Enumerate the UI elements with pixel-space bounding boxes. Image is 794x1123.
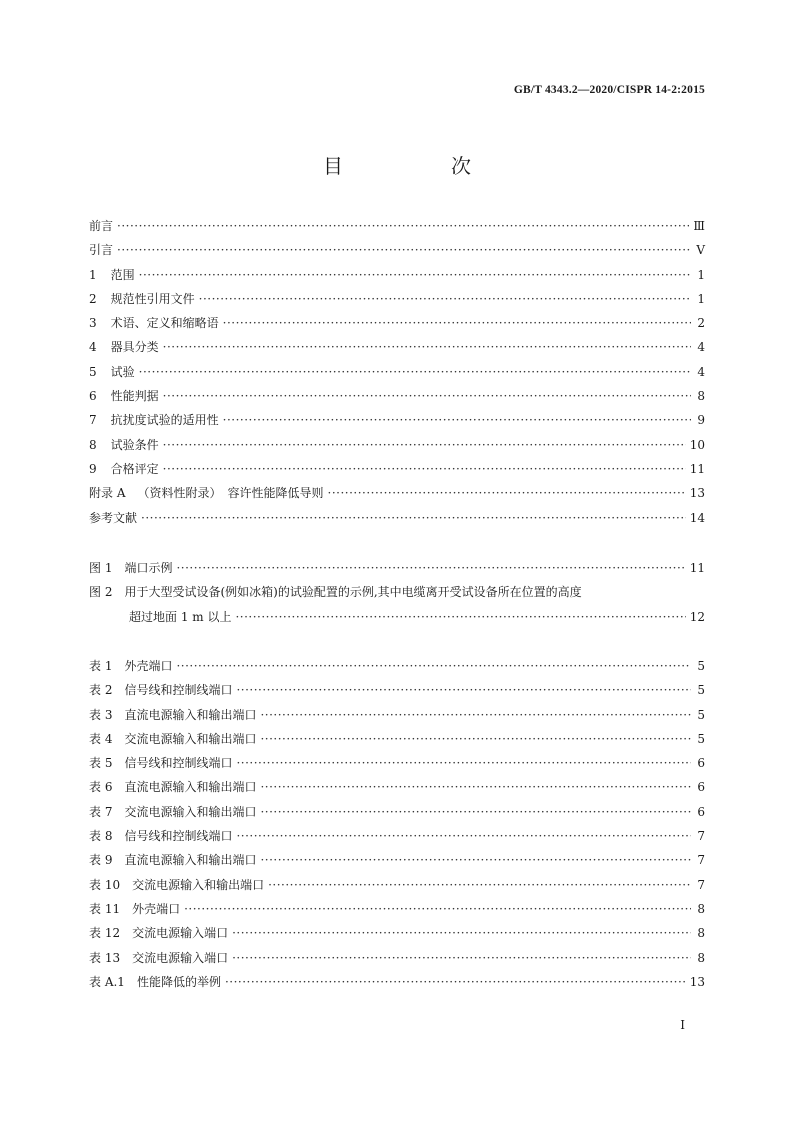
leader-dots: [163, 457, 686, 481]
table-entry[interactable]: [89, 921, 705, 945]
page-number-footer: Ⅰ: [680, 1018, 685, 1032]
entry-label: 器具分类: [110, 340, 159, 355]
entry-number: 表 9: [89, 853, 113, 868]
toc-tables-section: [89, 654, 705, 994]
entry-number: 表 6: [89, 780, 113, 795]
entry-number: 图 1: [89, 561, 113, 575]
leader-dots: [232, 946, 691, 970]
entry-number: 表 3: [89, 707, 113, 722]
entry-number: 表 A.1: [89, 974, 125, 989]
leader-dots: [139, 263, 691, 287]
leader-dots: [163, 384, 691, 408]
table-entry[interactable]: [89, 678, 705, 702]
leader-dots: [225, 970, 686, 994]
entry-number: 表 2: [89, 683, 113, 698]
entry-label: 信号线和控制线端口: [124, 683, 233, 698]
entry-number: 6: [89, 389, 97, 404]
entry-number: 表 13: [89, 950, 121, 965]
entry-number: 表 8: [89, 829, 113, 844]
leader-dots: [184, 897, 691, 921]
figure-entry[interactable]: [89, 556, 705, 580]
entry-page-number: 4: [697, 364, 705, 379]
table-entry[interactable]: [89, 727, 705, 751]
leader-dots: [141, 506, 686, 530]
entry-label: 术语、定义和缩略语: [110, 316, 219, 331]
entry-label: 前言: [89, 219, 114, 233]
entry-number: 表 4: [89, 731, 113, 746]
toc-figures-section: [89, 556, 705, 629]
entry-page-number: 10: [689, 437, 705, 452]
entry-page-number: 2: [697, 316, 705, 331]
toc-entry[interactable]: [89, 506, 705, 530]
entry-page-number: 6: [697, 756, 705, 771]
entry-label: 用于大型受试设备(例如冰箱)的试验配置的示例,其中电缆离开受试设备所在位置的高度: [124, 585, 582, 600]
entry-page-number: 8: [697, 901, 705, 916]
leader-dots: [117, 238, 691, 262]
entry-page-number: 11: [689, 561, 705, 575]
toc-entry[interactable]: [89, 408, 705, 432]
entry-label: 直流电源输入和输出端口: [124, 853, 257, 868]
entry-page-number: 7: [697, 829, 705, 844]
entry-label: 外壳端口: [132, 901, 181, 916]
entry-page-number: 6: [697, 804, 705, 819]
table-entry[interactable]: [89, 897, 705, 921]
entry-number: 4: [89, 340, 97, 355]
entry-label: 性能判据: [110, 389, 159, 404]
entry-page-number: 5: [697, 731, 705, 746]
entry-number: 附录 A: [89, 486, 126, 501]
entry-label: 外壳端口: [124, 659, 173, 673]
leader-dots: [223, 408, 691, 432]
entry-number: 表 11: [89, 901, 121, 916]
entry-label: 抗扰度试验的适用性: [110, 413, 219, 428]
entry-page-number: 8: [697, 389, 705, 404]
entry-page-number: 1: [697, 267, 705, 282]
entry-number: 8: [89, 437, 97, 452]
leader-dots: [236, 678, 691, 702]
toc-entry[interactable]: [89, 384, 705, 408]
entry-page-number: 13: [689, 486, 705, 501]
table-entry[interactable]: [89, 824, 705, 848]
entry-label: 范围: [110, 267, 135, 282]
entry-page-number: 13: [689, 974, 705, 989]
leader-dots: [260, 848, 691, 872]
leader-dots: [268, 873, 691, 897]
toc-entry[interactable]: [89, 263, 705, 287]
leader-dots: [235, 605, 685, 629]
toc-entry[interactable]: [89, 238, 705, 262]
table-entry[interactable]: [89, 848, 705, 872]
toc-entry[interactable]: [89, 457, 705, 481]
entry-number: 图 2: [89, 585, 113, 600]
entry-page-number: 12: [689, 609, 705, 624]
leader-dots: [236, 751, 691, 775]
leader-dots: [260, 775, 691, 799]
page-title: 目 次: [323, 154, 515, 178]
entry-page-number: Ⅴ: [696, 243, 705, 258]
entry-number: 表 10: [89, 877, 121, 892]
entry-label: 合格评定: [110, 461, 159, 476]
entry-page-number: 14: [689, 510, 705, 525]
entry-page-number: 1: [697, 291, 705, 306]
entry-page-number: 7: [697, 853, 705, 868]
entry-number: 2: [89, 291, 97, 306]
entry-label: 试验: [110, 364, 135, 379]
table-entry[interactable]: [89, 873, 705, 897]
leader-dots: [232, 921, 691, 945]
table-entry[interactable]: [89, 703, 705, 727]
entry-label: 端口示例: [124, 561, 173, 575]
table-entry[interactable]: [89, 970, 705, 994]
entry-label: 交流电源输入端口: [132, 950, 229, 965]
entry-number: 9: [89, 461, 97, 476]
toc-entry[interactable]: [89, 287, 705, 311]
table-entry[interactable]: [89, 946, 705, 970]
table-entry[interactable]: [89, 751, 705, 775]
entry-page-number: 6: [697, 780, 705, 795]
entry-page-number: Ⅲ: [693, 219, 705, 233]
leader-dots: [176, 556, 685, 580]
entry-page-number: 5: [697, 659, 705, 673]
entry-label: （资料性附录） 容许性能降低导则: [137, 486, 324, 501]
leader-dots: [260, 703, 691, 727]
toc-entry[interactable]: [89, 360, 705, 384]
entry-number: 3: [89, 316, 97, 331]
entry-page-number: 7: [697, 877, 705, 892]
entry-label: 试验条件: [110, 437, 159, 452]
leader-dots: [260, 800, 691, 824]
entry-page-number: 11: [689, 461, 705, 476]
figure-entry[interactable]: [89, 605, 705, 629]
entry-page-number: 4: [697, 340, 705, 355]
toc-main-section: [89, 214, 705, 530]
leader-dots: [176, 654, 691, 678]
toc-entry[interactable]: [89, 481, 705, 505]
leader-dots: [223, 311, 691, 335]
leader-dots: [260, 727, 691, 751]
entry-number: 5: [89, 364, 97, 379]
entry-number: 7: [89, 413, 97, 428]
entry-label: 交流电源输入和输出端口: [132, 877, 265, 892]
entry-number: 表 1: [89, 659, 113, 673]
entry-label: 交流电源输入和输出端口: [124, 804, 257, 819]
entry-label: 性能降低的举例: [136, 974, 221, 989]
leader-dots: [117, 214, 689, 238]
entry-number: 表 5: [89, 756, 113, 771]
entry-label: 交流电源输入端口: [132, 926, 229, 941]
entry-page-number: 9: [697, 413, 705, 428]
entry-number: 1: [89, 267, 97, 282]
entry-number: 表 7: [89, 804, 113, 819]
leader-dots: [163, 433, 686, 457]
entry-label: 直流电源输入和输出端口: [124, 780, 257, 795]
entry-label: 规范性引用文件: [110, 291, 195, 306]
entry-page-number: 5: [697, 683, 705, 698]
entry-label: 参考文献: [89, 510, 138, 525]
leader-dots: [199, 287, 691, 311]
table-entry[interactable]: [89, 654, 705, 678]
leader-dots: [139, 360, 691, 384]
table-entry[interactable]: [89, 800, 705, 824]
entry-label: 交流电源输入和输出端口: [124, 731, 257, 746]
entry-page-number: 5: [697, 707, 705, 722]
figure-entry[interactable]: [89, 580, 705, 604]
entry-label: 直流电源输入和输出端口: [124, 707, 257, 722]
entry-label: 信号线和控制线端口: [124, 829, 233, 844]
entry-label: 信号线和控制线端口: [124, 756, 233, 771]
entry-page-number: 8: [697, 950, 705, 965]
leader-dots: [328, 481, 686, 505]
toc-entry[interactable]: [89, 433, 705, 457]
toc-entry[interactable]: [89, 311, 705, 335]
entry-number: 表 12: [89, 926, 121, 941]
table-entry[interactable]: [89, 775, 705, 799]
leader-dots: [236, 824, 691, 848]
leader-dots: [163, 335, 691, 359]
entry-label: 引言: [89, 243, 114, 258]
toc-entry[interactable]: [89, 214, 705, 238]
entry-page-number: 8: [697, 926, 705, 941]
standard-number-header: GB/T 4343.2—2020/CISPR 14-2:2015: [513, 84, 705, 96]
entry-label: 超过地面 1 m 以上: [129, 609, 232, 624]
toc-entry[interactable]: [89, 335, 705, 359]
